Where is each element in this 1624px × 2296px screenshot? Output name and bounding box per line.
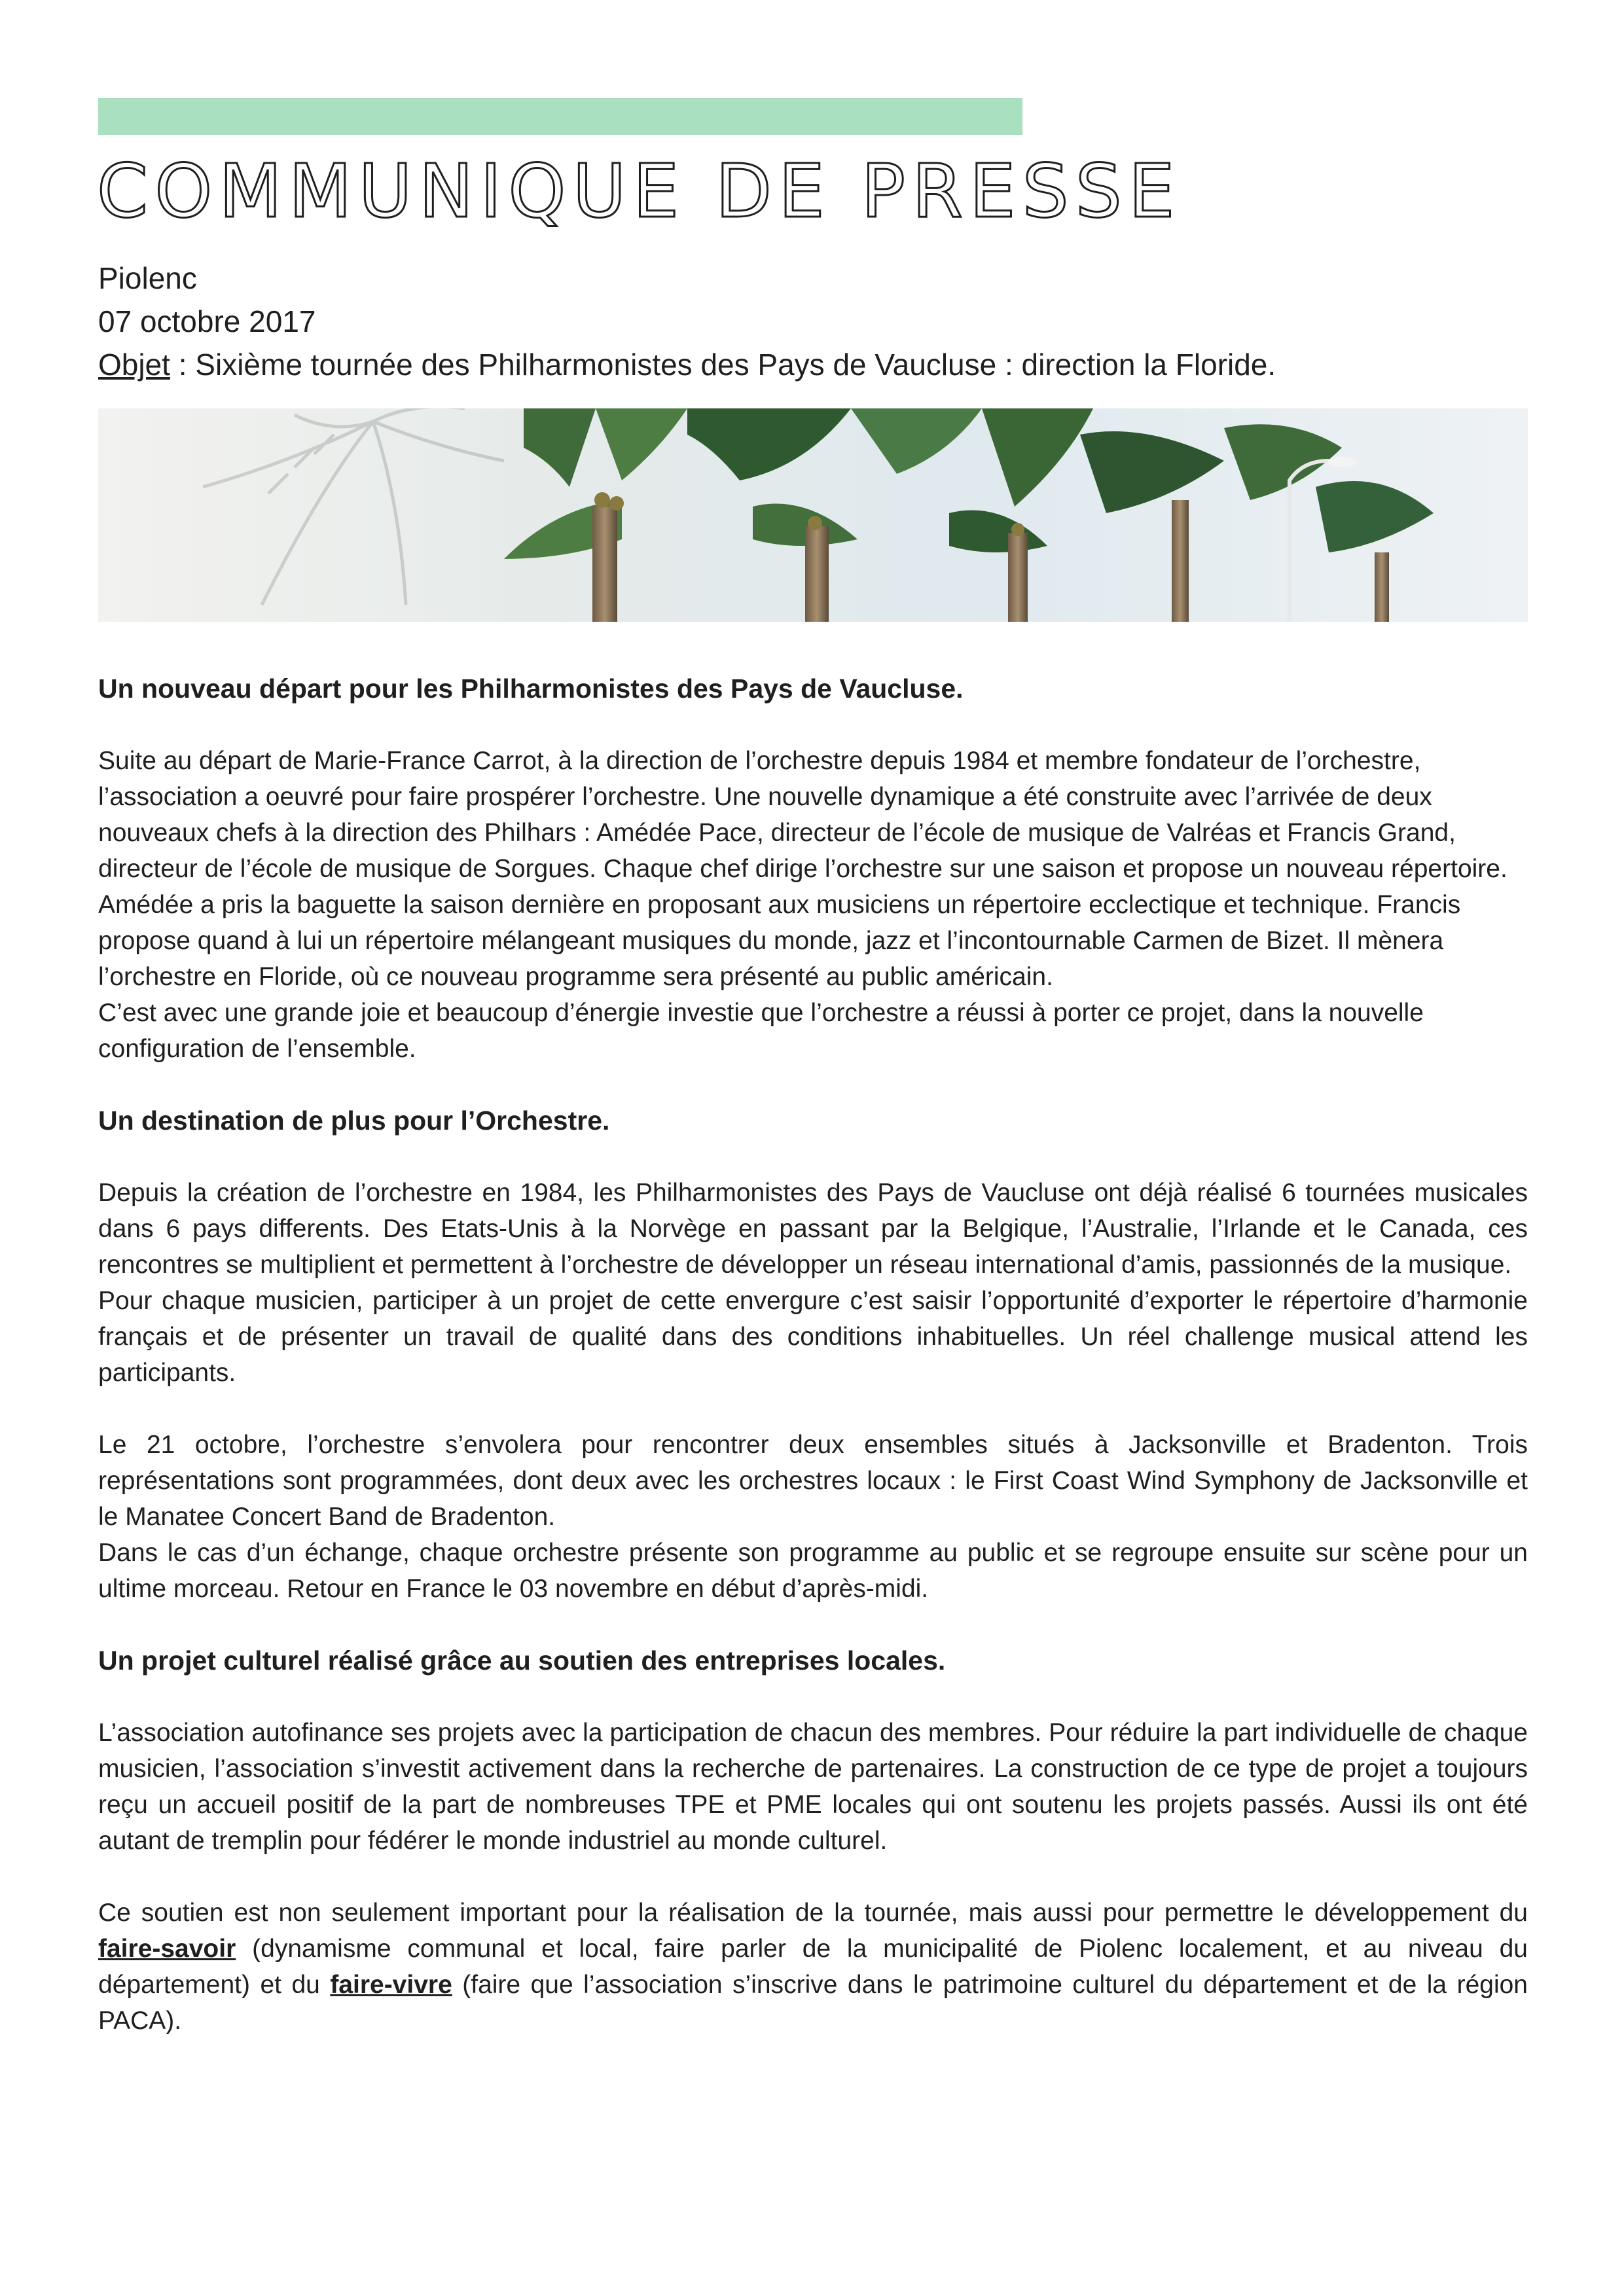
section1-paragraph-1: Suite au départ de Marie-France Carrot, à la direction de l’orchestre depuis 1984 et membre fondateur de l’orchestre, l’association a oeuvré pour faire prospérer l’orchestre. Une nouvelle dynamique a été construite avec l’arrivée de deux nouveaux chefs à la direction des Philhars : Amédée Pace, directeur de l’école de musique de Valréas et Francis Grand, directeur de l’école de musique de Sorgues. Chaque chef dirige l’orchestre sur une saison et propose un nouveau répertoire. Amédée a pris la baguette la saison dernière en proposant aux musiciens un répertoire ecclectique et technique. Francis propose quand à lui un répertoire mélangeant musiques du monde, jazz et l’incontournable Carmen de Bizet. Il mènera l’orchestre en Floride, où ce nouveau programme sera présenté au public américain.: [98, 747, 1507, 991]
title-part-2: PRESSE: [861, 149, 1182, 234]
faire-savoir-term: faire-savoir: [98, 1935, 236, 1963]
section3-paragraph-2-middle: (dynamisme communal et local, faire parler de la municipalité de Piolenc localement, et au niveau du département) et du: [98, 1935, 1528, 1999]
section3-paragraph-2-end: (faire que l’association s’inscrive dans le patrimoine culturel du département et de la région PACA).: [98, 1971, 1528, 2035]
section-heading-destination: Un destination de plus pour l’Orchestre.: [98, 1105, 610, 1136]
section-heading-new-start: Un nouveau départ pour les Philharmonistes des Pays de Vaucluse.: [98, 673, 964, 704]
section3-paragraph-2: [98, 1895, 1528, 2039]
faire-vivre-term: faire-vivre: [330, 1971, 452, 1999]
section2-paragraph-2: Pour chaque musicien, participer à un projet de cette envergure c’est saisir l’opportunité d’exporter le répertoire d’harmonie français et de présenter un travail de qualité dans des conditions inhabituelles. Un réel challenge musical attend les participants.: [98, 1287, 1528, 1387]
header-accent-bar: [98, 98, 1022, 135]
date: 07 octobre 2017: [98, 304, 316, 338]
section2-paragraph-3: Le 21 octobre, l’orchestre s’envolera pour rencontrer deux ensembles situés à Jacksonville et Bradenton. Trois représentations sont programmées, dont deux avec les orchestres locaux : le First Coast Wind Symphony de Jacksonville et le Manatee Concert Band de Bradenton.: [98, 1431, 1528, 1531]
section3-paragraph-2-start: Ce soutien est non seulement important pour la réalisation de la tournée, mais aussi pour permettre le développement du: [98, 1899, 1528, 1927]
document-meta: [98, 257, 1276, 386]
section1-paragraph-2: C’est avec une grande joie et beaucoup d’énergie investie que l’orchestre a réussi à porter ce projet, dans la nouvelle configuration de l’ensemble.: [98, 999, 1424, 1063]
document-title: [97, 149, 1182, 234]
place: Piolenc: [98, 261, 197, 295]
press-release-body: [98, 671, 1528, 2039]
section2-paragraph-4: Dans le cas d’un échange, chaque orchestre présente son programme au public et se regroupe ensuite sur scène pour un ultime morceau. Retour en France le 03 novembre en début d’après-midi.: [98, 1539, 1528, 1603]
palm-trees-banner-image: [98, 408, 1528, 622]
section-heading-cultural-project: Un projet culturel réalisé grâce au soutien des entreprises locales.: [98, 1645, 946, 1676]
title-part-1: COMMUNIQUE DE: [97, 149, 861, 234]
subject-text: : Sixième tournée des Philharmonistes des Pays de Vaucluse : direction la Floride.: [170, 348, 1276, 382]
section3-paragraph-1: L’association autofinance ses projets avec la participation de chacun des membres. Pour réduire la part individuelle de chaque musicien, l’association s’investit activement dans la recherche de partenaires. La construction de ce type de projet a toujours reçu un accueil positif de la part de nombreuses TPE et PME locales qui ont soutenu les projets passés. Aussi ils ont été autant de tremplin pour fédérer le monde industriel au monde culturel.: [98, 1719, 1528, 1855]
subject-label: Objet: [98, 348, 170, 382]
subject-line: [98, 343, 1276, 386]
section2-paragraph-1: Depuis la création de l’orchestre en 1984, les Philharmonistes des Pays de Vaucluse ont déjà réalisé 6 tournées musicales dans 6 pays differents. Des Etats-Unis à la Norvège en passant par la Belgique, l’Australie, l’Irlande et le Canada, ces rencontres se multiplient et permettent à l’orchestre de développer un réseau international d’amis, passionnés de la musique.: [98, 1179, 1528, 1279]
